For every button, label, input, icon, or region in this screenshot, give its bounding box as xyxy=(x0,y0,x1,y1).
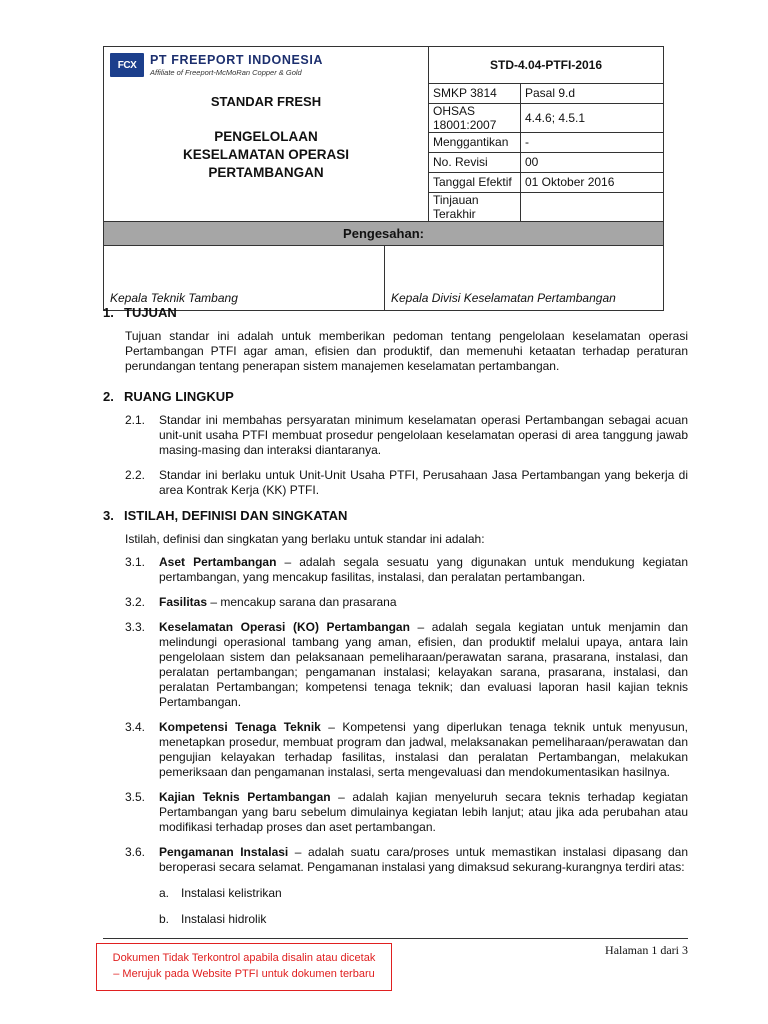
signer-right: Kepala Divisi Keselamatan Pertambangan xyxy=(385,245,664,310)
uncontrolled-document-notice: Dokumen Tidak Terkontrol apabila disalin atau dicetak – Merujuk pada Website PTFI untuk dokumen terbaru xyxy=(96,943,392,991)
meta-value: 4.4.6; 4.5.1 xyxy=(521,103,664,132)
definition-item: 3.5. Kajian Teknis Pertambangan – adalah kajian menyeluruh secara teknis terhadap kegiatan Pertambangan yang baru sebelum dimulainya kegiatan lebih lanjut; atau jika ada perubahan atau modifikasi terhadap proses dan aset pertambangan. xyxy=(125,790,688,834)
company-affiliate: Affiliate of Freeport-McMoRan Copper & Gold xyxy=(150,68,302,77)
standard-number: STD-4.04-PTFI-2016 xyxy=(429,47,664,84)
definition-item: 3.4. Kompetensi Tenaga Teknik – Kompetensi yang diperlukan tenaga teknik untuk menyusun, menetapkan prosedur, membuat program dan jadwal, melaksanakan pemeliharaan/perawatan dan pengujian kelayakan terhadap fasilitas, instalasi dan peralatan Pertambangan, melakukan pemeriksaan dan pengamanan instalasi, serta mengevaluasi dan mendokumentasikan hasilnya. xyxy=(125,720,689,779)
definition-item: 3.2. Fasilitas – mencakup sarana dan prasarana xyxy=(125,595,397,609)
meta-label: OHSAS 18001:2007 xyxy=(429,103,521,132)
section-tujuan xyxy=(103,305,688,374)
title-cell xyxy=(104,83,429,221)
section-ruang-lingkup xyxy=(103,389,688,498)
sub-list-item: a. Instalasi kelistrikan xyxy=(159,886,282,900)
meta-value xyxy=(521,192,664,221)
list-item: 2.1. Standar ini membahas persyaratan minimum keselamatan operasi Pertambangan sebagai acuan unit-unit usaha PTFI membuat prosedur pengelolaan keselamatan operasi di area tanggung jawab masing-masing dan interaksi diantaranya. xyxy=(125,413,688,457)
section-heading: 2. RUANG LINGKUP xyxy=(103,389,234,404)
section-istilah xyxy=(103,508,688,927)
document-title: PENGELOLAAN KESELAMATAN OPERASI PERTAMBANGAN xyxy=(182,129,349,180)
meta-label: SMKP 3814 xyxy=(429,83,521,103)
meta-value: 00 xyxy=(521,152,664,172)
company-logo-cell xyxy=(104,47,429,84)
meta-label: Menggantikan xyxy=(429,132,521,152)
signer-left: Kepala Teknik Tambang xyxy=(104,245,385,310)
meta-value: Pasal 9.d xyxy=(521,83,664,103)
standard-type: STANDAR FRESH xyxy=(210,94,322,109)
meta-label: No. Revisi xyxy=(429,152,521,172)
footer-divider xyxy=(103,938,688,939)
meta-label: Tanggal Efektif xyxy=(429,172,521,192)
definition-item: 3.1. Aset Pertambangan – adalah segala sesuatu yang digunakan untuk mendukung kegiatan pertambangan, yang mencakup fasilitas, instalasi, dan peralatan pertambangan. xyxy=(125,555,688,584)
company-name: PT FREEPORT INDONESIA xyxy=(150,53,324,67)
list-item: 2.2. Standar ini berlaku untuk Unit-Unit Usaha PTFI, Perusahaan Jasa Pertambangan yang bekerja di area Kontrak Kerja (KK) PTFI. xyxy=(125,468,688,497)
meta-label: Tinjauan Terakhir xyxy=(429,192,521,221)
section-intro: Istilah, definisi dan singkatan yang berlaku untuk standar ini adalah: xyxy=(125,532,485,546)
meta-value: - xyxy=(521,132,664,152)
section-paragraph: Tujuan standar ini adalah untuk memberikan pedoman tentang pengelolaan keselamatan operasi Pertambangan PTFI agar aman, efisien dan produktif, dan memenuhi ketaatan terhadap peraturan perundangan tentang penerapan sistem manajemen keselamatan pertambangan. xyxy=(125,329,688,373)
definition-item: 3.6. Pengamanan Instalasi – adalah suatu cara/proses untuk memastikan instalasi dipasang dan beroperasi secara selamat. Pengamanan instalasi yang dimaksud sekurang-kurangnya terdiri atas: xyxy=(125,845,689,874)
fcx-logo-icon: FCX xyxy=(110,53,144,77)
section-heading: 1. TUJUAN xyxy=(103,305,177,320)
document-header-table xyxy=(103,46,664,311)
page-number: Halaman 1 dari 3 xyxy=(605,943,688,957)
section-heading: 3. ISTILAH, DEFINISI DAN SINGKATAN xyxy=(103,508,348,523)
approval-heading: Pengesahan: xyxy=(104,221,664,245)
definition-item: 3.3. Keselamatan Operasi (KO) Pertambangan – adalah segala kegiatan untuk menjamin dan melindungi operasional tambang yang aman, efisien, dan produktif melalui upaya, antara lain pengelolaan sistem dan pelaksanaan pemeliharaan/perawatan sarana, prasarana, instalasi, dan peralatan pertambangan; pengamanan instalasi; kelayakan sarana, prasarana, instalasi, dan peralatan Pertambangan; kompetensi tenaga teknik; dan evaluasi laporan hasil kajian teknis Pertambangan. xyxy=(125,620,688,709)
meta-value: 01 Oktober 2016 xyxy=(521,172,664,192)
company-logo xyxy=(104,47,428,83)
sub-list-item: b. Instalasi hidrolik xyxy=(159,912,267,926)
